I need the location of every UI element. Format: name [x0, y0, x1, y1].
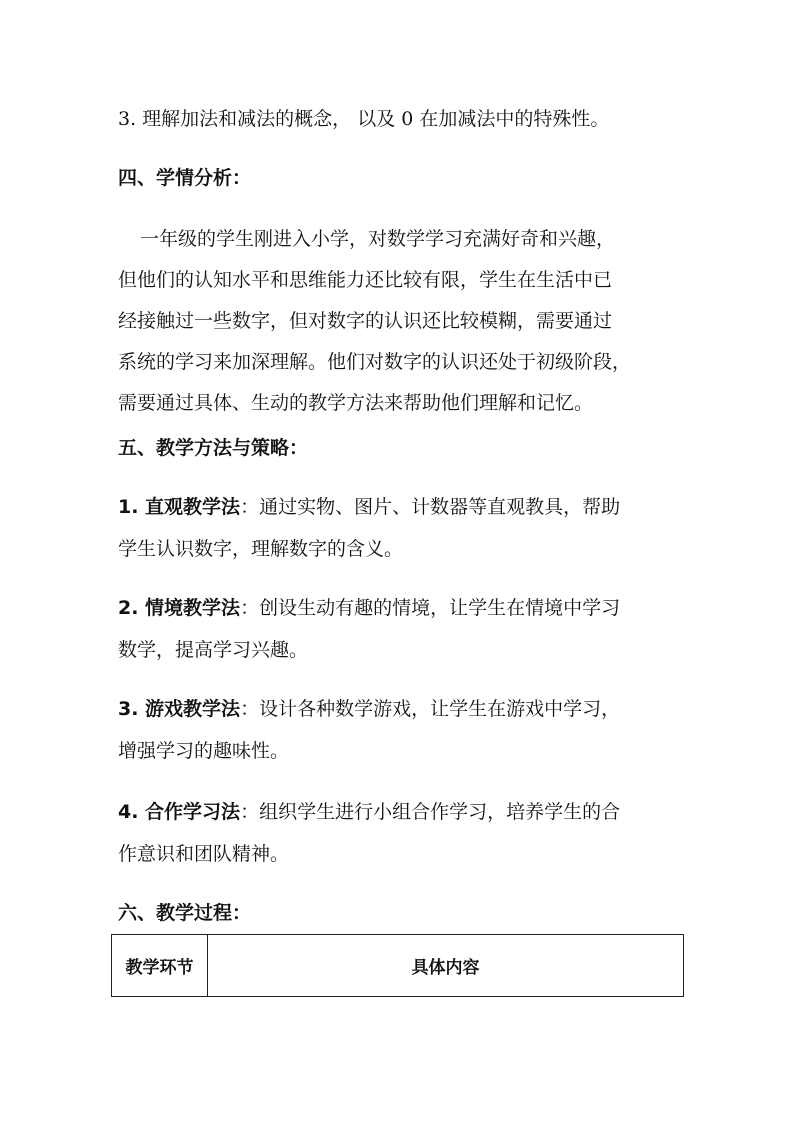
method-title: 2. 情境教学法 [118, 597, 241, 619]
analysis-line-3: 经接触过一些数字，但对数字的认识还比较模糊，需要通过 [118, 310, 613, 332]
analysis-line-4: 系统的学习来加深理解。他们对数字的认识还处于初级阶段， [118, 351, 632, 373]
section-heading-methods: 五、教学方法与策略： [118, 437, 309, 459]
method-description: 设计各种数学游戏，让学生在游戏中学习， [259, 698, 621, 720]
method-item-4 [118, 799, 620, 825]
method-item-3 [118, 696, 620, 722]
analysis-line-1: 一年级的学生刚进入小学，对数学学习充满好奇和兴趣， [140, 228, 616, 250]
method-separator: ： [240, 496, 260, 518]
method-separator: ： [240, 801, 260, 823]
teaching-process-table [111, 934, 684, 997]
method-separator: ： [240, 597, 260, 619]
method-item-2-continued: 数学，提高学习兴趣。 [118, 639, 309, 661]
section-heading-process: 六、教学过程： [118, 902, 252, 924]
method-item-1 [118, 494, 620, 520]
table-header-stage: 教学环节 [112, 935, 208, 997]
method-title: 3. 游戏教学法 [118, 698, 241, 720]
section-heading-analysis: 四、学情分析： [118, 167, 252, 189]
goal-item-3: 3. 理解加法和减法的概念， 以及 0 在加减法中的特殊性。 [118, 108, 610, 130]
method-description: 组织学生进行小组合作学习，培养学生的合 [259, 801, 621, 823]
method-title: 4. 合作学习法 [118, 801, 241, 823]
method-description: 创设生动有趣的情境，让学生在情境中学习 [259, 597, 621, 619]
method-description: 通过实物、图片、计数器等直观教具，帮助 [259, 496, 621, 518]
method-title: 1. 直观教学法 [118, 496, 241, 518]
method-separator: ： [240, 698, 260, 720]
table-header-content: 具体内容 [208, 935, 684, 997]
analysis-line-5: 需要通过具体、生动的教学方法来帮助他们理解和记忆。 [118, 392, 594, 414]
table-header-row [112, 935, 684, 997]
method-item-2 [118, 595, 620, 621]
method-item-4-continued: 作意识和团队精神。 [118, 843, 290, 865]
method-item-3-continued: 增强学习的趣味性。 [118, 740, 290, 762]
analysis-line-2: 但他们的认知水平和思维能力还比较有限，学生在生活中已 [118, 269, 613, 291]
method-item-1-continued: 学生认识数字，理解数字的含义。 [118, 538, 404, 560]
